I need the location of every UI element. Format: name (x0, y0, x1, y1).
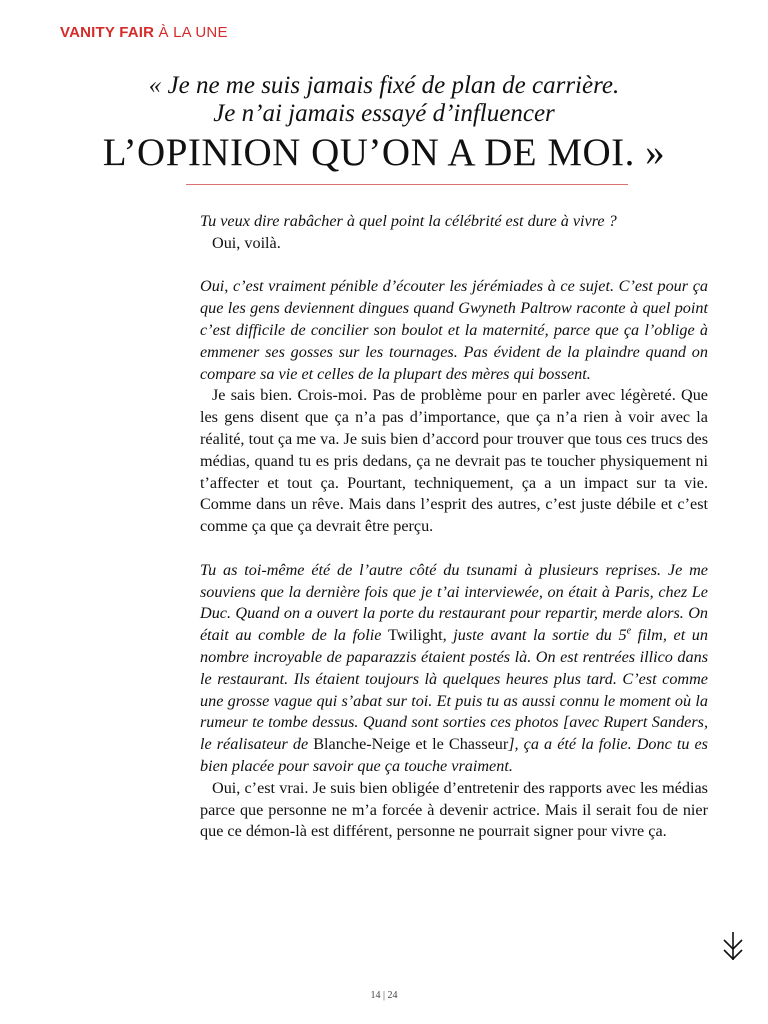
question-3 (200, 560, 708, 778)
continue-arrow-icon[interactable] (722, 930, 744, 964)
divider-rule (186, 184, 628, 185)
paragraph-gap (200, 538, 708, 560)
ordinal-superscript: e (626, 625, 632, 637)
section-header (60, 24, 228, 41)
article-body (200, 211, 708, 843)
question-3-part-1: Tu as toi-même été de l’autre côté du tsunami à plusieurs reprises. Je me souviens que la dernière fois que je t’ai interviewée, on était à Paris, chez Le Duc. Quand on a ouvert la porte du restaurant pour repartir, merde alors. On était au comble de la folie (200, 560, 708, 645)
film-title-twilight: Twilight (388, 626, 443, 645)
answer-2: Je sais bien. Crois-moi. Pas de problème pour en parler avec légèreté. Que les gens disent que ça n’a pas d’importance, que ça n’a rien à voir avec la réalité, tout ça me va. Je suis bien d’accord pour trouver que tous ces trucs des médias, quand tu es pris dedans, ça ne devrait pas te toucher physiquement ni t’affecter et tout ça. Pourtant, techniquement, ça a un impact sur ta vie. Comme dans un rêve. Mais dans l’esprit des autres, c’est juste débile et c’est comme ça que ça devrait être perçu. (200, 386, 708, 536)
film-title-blanche-neige: Blanche-Neige et le Chasseur (313, 735, 509, 754)
pull-quote (0, 72, 768, 176)
question-3-part-3: film, et un nombre incroyable de paparazzis étaient postés là. On est rentrées illico dans le restaurant. Ils étaient toujours là quelques heures plus tard. C’est comme une grosse vague qui s’abat sur toi. Et puis tu as aussi connu le moment où la rumeur te tombe dessus. Quand sont sorties ces photos [avec Rupert Sanders, le réalisateur de (200, 626, 708, 754)
question-2: Oui, c’est vraiment pénible d’écouter les jérémiades à ce sujet. C’est pour ça que les gens deviennent dingues quand Gwyneth Paltrow raconte à quel point c’est difficile de concilier son boulot et la maternité, parce que ça l’oblige à emmener ses gosses sur les tournages. Pas évident de la plaindre quand on compare sa vie et celles de la plupart des mères qui bossent. (200, 277, 708, 383)
question-3-part-2: , juste avant la sortie du 5 (442, 626, 627, 645)
pull-quote-line-2: Je n’ai jamais essayé d’influencer (213, 100, 555, 127)
section-name: À LA UNE (158, 24, 228, 41)
question-3-part-4: ], ça a été la folie. Donc tu es bien placée pour savoir que ça touche vraiment. (200, 735, 708, 775)
answer-1: Oui, voilà. (212, 233, 281, 252)
pull-quote-line-3: L’OPINION QU’ON A DE MOI. » (102, 131, 666, 174)
answer-3: Oui, c’est vrai. Je suis bien obligée d’entretenir des rapports avec les médias parce que personne ne m’a forcée à devenir actrice. Mais il serait fou de nier que ce démon-là est différent, personne ne pourrait signer pour vivre ça. (200, 778, 708, 841)
question-1: Tu veux dire rabâcher à quel point la célébrité est dure à vivre ? (200, 212, 617, 230)
page-number: 14 | 24 (370, 990, 398, 1001)
pull-quote-line-1: « Je ne me suis jamais fixé de plan de carrière. (148, 72, 620, 99)
brand-name: VANITY FAIR (60, 24, 155, 41)
paragraph-gap (200, 255, 708, 277)
